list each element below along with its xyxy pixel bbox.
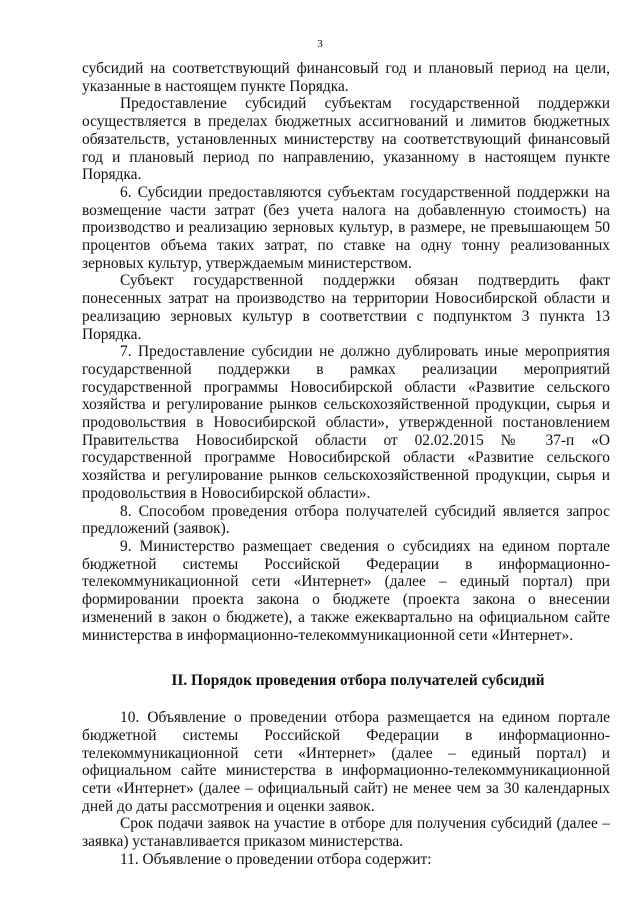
paragraph-item-9: 9. Министерство размещает сведения о субсидиях на едином портале бюджетной системы Российской Федерации в информационно-телекоммуникационной сети «Интернет» (далее – единый портал) при формировании проекта закона о бюджете (проекта закона о внесении изменений в закон о бюджете), а также ежеквартально на официальном сайте министерства в информационно-телекоммуникационной сети «Интернет». (82, 537, 610, 644)
paragraph-continuation: субсидий на соответствующий финансовый год и плановый период на цели, указанные в настоящем пункте Порядка. (82, 60, 610, 95)
paragraph-item-11: 11. Объявление о проведении отбора содержит: (120, 850, 432, 868)
paragraph-cost-confirmation: Субъект государственной поддержки обязан подтвердить факт понесенных затрат на производство на территории Новосибирской области и реализацию зерновых культур в соответствии с подпунктом 3 пункта 13 Порядка. (82, 272, 610, 343)
paragraph-subsidy-limits: Предоставление субсидий субъектам государственной поддержки осуществляется в пределах бюджетных ассигнований и лимитов бюджетных обязательств, установленных министерству на соответствующий финансовый год и плановый период по направлению, указанному в настоящем пункте Порядка. (82, 95, 610, 184)
page-number: 3 (317, 38, 323, 50)
paragraph-item-8: 8. Способом проведения отбора получателей субсидий является запрос предложений (заявок). (82, 502, 610, 538)
paragraph-item-7: 7. Предоставление субсидии не должно дублировать иные мероприятия государственной поддержки в рамках реализации мероприятий государственной программы Новосибирской области «Развитие сельского хозяйства и регулирование рынков сельскохозяйственной продукции, сырья и продовольствия в Новосибирской области», утвержденной постановлением Правительства Новосибирской области от 02.02.2015 № 37-п «О государственной программе Новосибирской области «Развитие сельского хозяйства и регулирование рынков сельскохозяйственной продукции, сырья и продовольствия в Новосибирской области». (82, 343, 610, 502)
paragraph-item-6: 6. Субсидии предоставляются субъектам государственной поддержки на возмещение части затрат (без учета налога на добавленную стоимость) на производство и реализацию зерновых культур, в размере, не превышающем 50 процентов объема таких затрат, по ставке на одну тонну реализованных зерновых культур, утверждаемым министерством. (82, 183, 610, 272)
paragraph-item-10: 10. Объявление о проведении отбора размещается на едином портале бюджетной системы Российской Федерации в информационно-телекоммуникационной сети «Интернет» (далее – единый портал) и официальном сайте министерства в информационно-телекоммуникационной сети «Интернет» (далее – официальный сайт) не менее чем за 30 календарных дней до даты рассмотрения и оценки заявок. (82, 709, 610, 815)
section-heading: II. Порядок проведения отбора получателей субсидий (171, 672, 545, 690)
document-body (82, 60, 610, 869)
paragraph-application-deadline: Срок подачи заявок на участие в отборе для получения субсидий (далее – заявка) устанавливается приказом министерства. (82, 815, 610, 851)
